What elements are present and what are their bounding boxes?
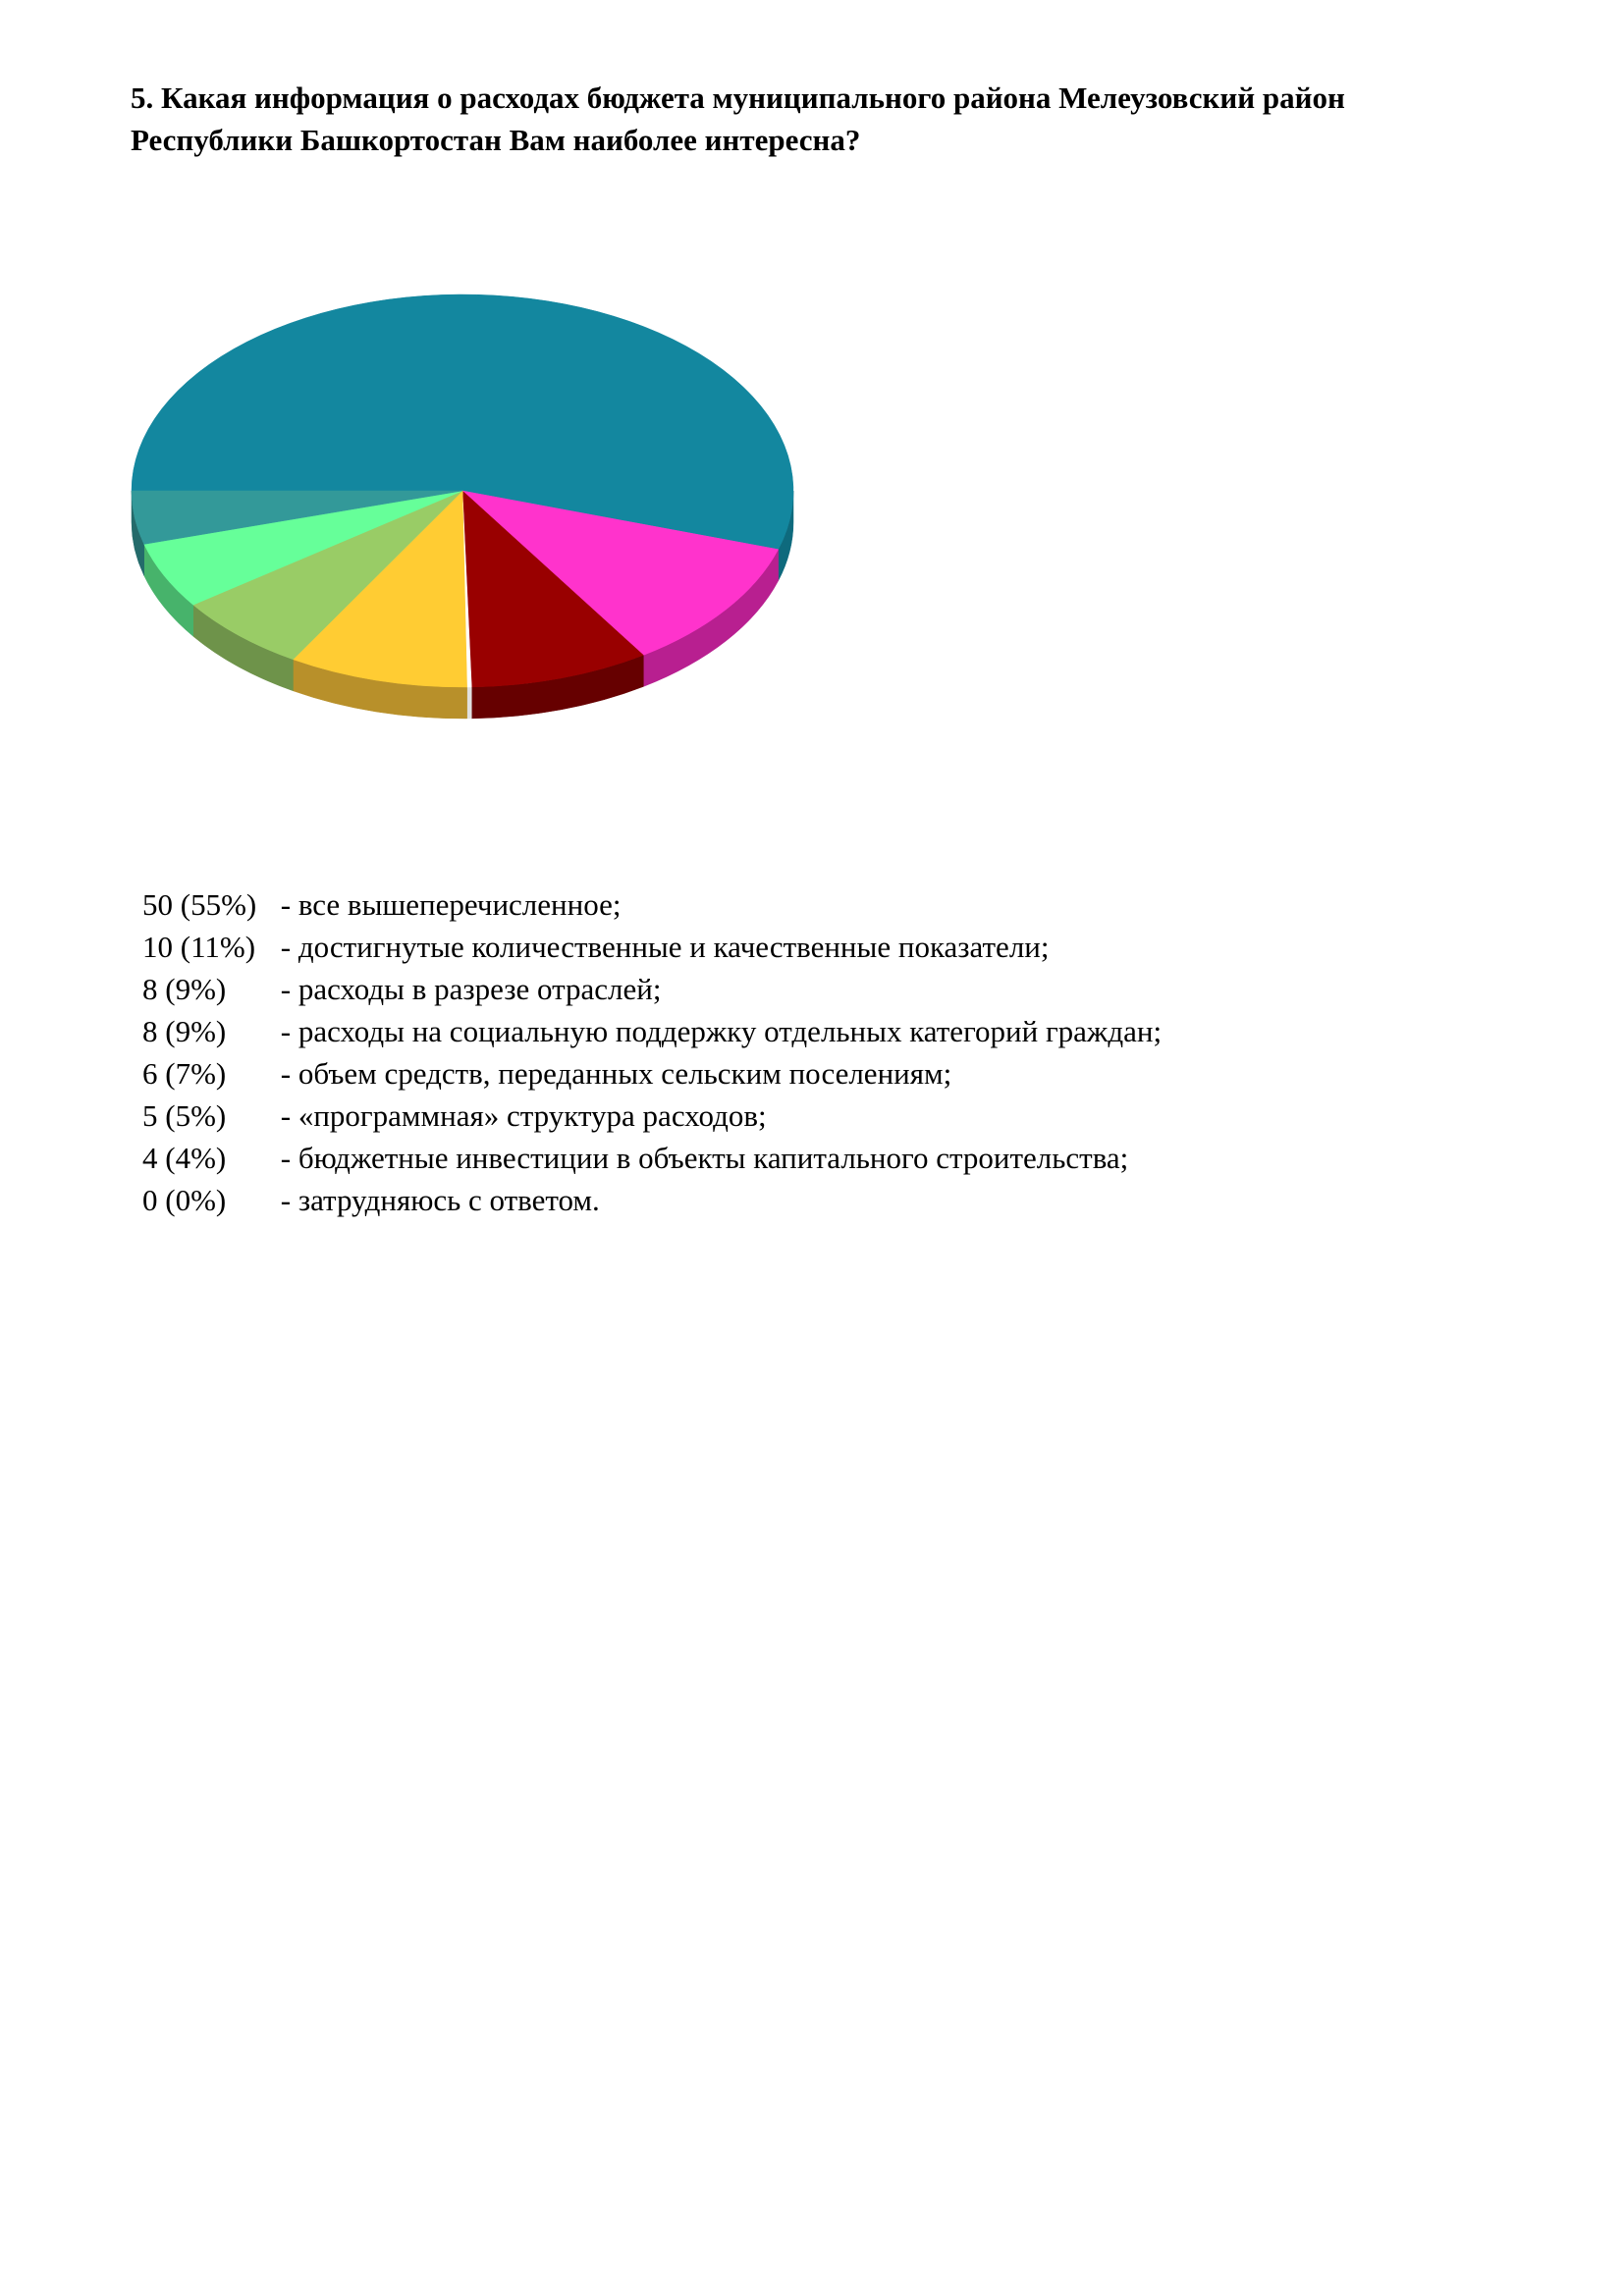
answer-count: 10 (11%) xyxy=(142,930,256,964)
answer-count: 8 (9%) xyxy=(142,1014,227,1048)
answer-label: - «программная» структура расходов; xyxy=(280,1098,767,1133)
answer-label: - объем средств, переданных сельским поселениям; xyxy=(280,1056,952,1091)
question-line-1: 5. Какая информация о расходах бюджета муниципального района Мелеузовский район xyxy=(131,80,1345,115)
answer-count: 4 (4%) xyxy=(142,1141,227,1175)
answer-label: - достигнутые количественные и качественные показатели; xyxy=(280,930,1050,964)
pie-slice-side xyxy=(467,687,472,719)
answer-item xyxy=(142,1010,1162,1052)
answer-item xyxy=(142,883,1162,926)
answer-count: 5 (5%) xyxy=(142,1098,227,1133)
answer-item xyxy=(142,1052,1162,1095)
answer-label: - расходы на социальную поддержку отдельных категорий граждан; xyxy=(280,1014,1163,1048)
answer-item xyxy=(142,1179,1162,1221)
answer-item xyxy=(142,1095,1162,1137)
answer-item xyxy=(142,1137,1162,1179)
answer-label: - затрудняюсь с ответом. xyxy=(280,1183,600,1217)
answer-item xyxy=(142,968,1162,1010)
answer-count: 8 (9%) xyxy=(142,972,227,1006)
question-line-2: Республики Башкортостан Вам наиболее интересна? xyxy=(131,123,861,157)
answers-list xyxy=(142,883,1162,1221)
answer-label: - все вышеперечисленное; xyxy=(280,887,622,922)
answer-item xyxy=(142,926,1162,968)
answer-label: - бюджетные инвестиции в объекты капитального строительства; xyxy=(280,1141,1129,1175)
answer-label: - расходы в разрезе отраслей; xyxy=(280,972,662,1006)
answer-count: 6 (7%) xyxy=(142,1056,227,1091)
answer-count: 0 (0%) xyxy=(142,1183,227,1217)
pie-chart xyxy=(0,0,1624,785)
answer-count: 50 (55%) xyxy=(142,887,257,922)
